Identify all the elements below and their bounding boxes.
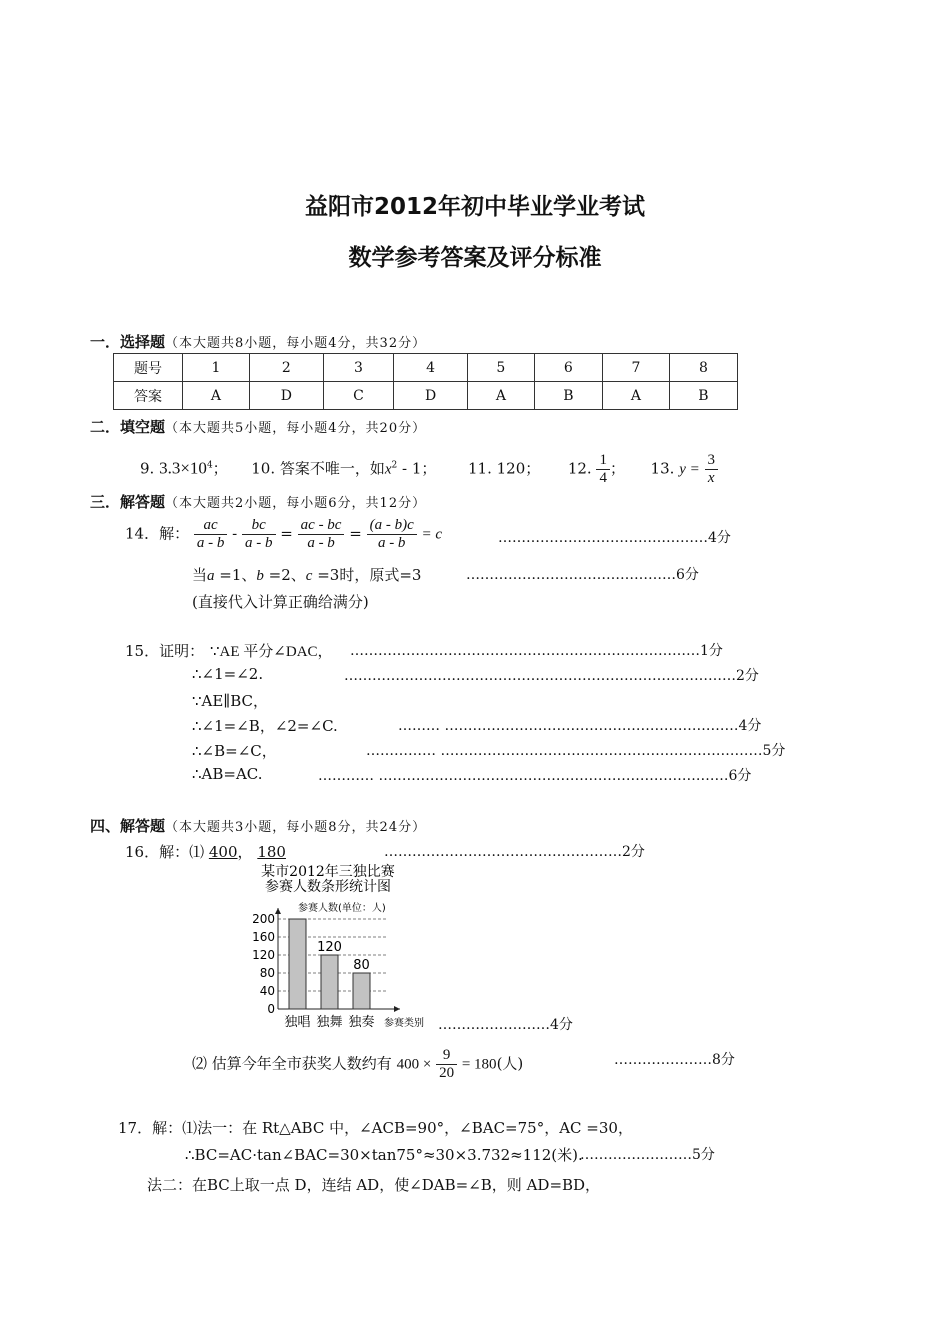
q16-score-2: ……………………4分 bbox=[438, 1017, 573, 1033]
q16-expr-pre: 400 × bbox=[396, 1056, 432, 1073]
q11-answer: 11. 120； bbox=[468, 459, 541, 478]
x-axis-arrow bbox=[394, 1006, 400, 1012]
q9-answer: 3.3×10 bbox=[159, 458, 207, 478]
q14-var-b: b bbox=[256, 568, 264, 584]
q14-f4-denominator: a - b bbox=[377, 535, 406, 551]
fill-answers bbox=[140, 452, 718, 487]
q15-line-4: ∴∠1=∠B，∠2=∠C. bbox=[192, 717, 338, 735]
y-tick-label: 40 bbox=[259, 984, 275, 998]
answer-table bbox=[113, 353, 738, 410]
q17-line-1: 17．解：⑴法一：在 Rt△ABC 中，∠ACB=90°，∠BAC=75°，AC =30， bbox=[118, 1119, 633, 1137]
section-1-label: 一．选择题 bbox=[90, 333, 166, 351]
q14-substitution bbox=[192, 564, 421, 585]
table-cell: 1 bbox=[183, 354, 250, 382]
x-category-label: 独唱 bbox=[284, 1015, 311, 1030]
q14-minus: - bbox=[232, 524, 238, 543]
q12-label: 12. bbox=[567, 459, 592, 478]
q16-answer-1: 400 bbox=[208, 843, 238, 861]
q9-exponent: 4 bbox=[206, 460, 213, 471]
q14-fraction-3 bbox=[298, 517, 345, 552]
table-cell: 5 bbox=[467, 354, 534, 382]
section-4-heading bbox=[90, 815, 426, 836]
q16-part-1 bbox=[125, 841, 286, 862]
q15-score-1: …………………………………………………………………1分 bbox=[350, 643, 723, 659]
bar-data-label: 120 bbox=[317, 940, 342, 955]
q14-equals: = bbox=[349, 524, 362, 543]
section-3-note: （本大题共2小题，每小题6分，共12分） bbox=[165, 496, 427, 511]
y-tick-label: 80 bbox=[259, 966, 275, 980]
q14-f2-denominator: a - b bbox=[245, 535, 273, 551]
q12-denominator: 4 bbox=[599, 470, 607, 486]
table-cell: A bbox=[467, 382, 534, 410]
y-tick-label: 0 bbox=[267, 1002, 275, 1016]
q17-line-3: 法二：在BC上取一点 D，连结 AD，使∠DAB=∠B，则 AD=BD， bbox=[147, 1176, 601, 1194]
q15-score-4: ……… ………………………………………………………4分 bbox=[398, 718, 762, 734]
q16-score-1: ……………………………………………2分 bbox=[384, 844, 645, 860]
table-cell: 7 bbox=[602, 354, 669, 382]
q14-val-a: =1、 bbox=[214, 566, 257, 584]
q14-fraction-2 bbox=[242, 517, 276, 552]
q9-label: 9. bbox=[140, 459, 155, 478]
y-tick-label: 120 bbox=[252, 948, 275, 962]
q16-score-3: …………………8分 bbox=[614, 1052, 735, 1068]
page-title: 益阳市2012年初中毕业学业考试 bbox=[304, 194, 645, 220]
q13-prefix: y = bbox=[679, 461, 700, 478]
table-cell: A bbox=[183, 382, 250, 410]
table-cell: A bbox=[602, 382, 669, 410]
chart-xlabel: 参赛类别 bbox=[384, 1018, 424, 1029]
section-1-heading bbox=[90, 331, 426, 352]
q16-label: 16．解：⑴ bbox=[125, 843, 205, 861]
section-4-note: （本大题共3小题，每小题8分，共24分） bbox=[165, 820, 427, 835]
q14-f3-denominator: a - b bbox=[307, 535, 335, 551]
q10-label: 10. 答案不唯一，如 bbox=[251, 459, 385, 478]
section-2-heading bbox=[90, 416, 426, 437]
q13-denominator: x bbox=[707, 470, 715, 486]
section-4-label: 四、解答题 bbox=[90, 817, 166, 835]
table-head-answer: 答案 bbox=[114, 382, 183, 410]
section-2-note: （本大题共5小题，每小题4分，共20分） bbox=[165, 421, 427, 436]
bar-chart bbox=[238, 862, 438, 1034]
chart-title: 某市2012年三独比赛 bbox=[261, 864, 395, 880]
q14-var-a: a bbox=[207, 568, 215, 584]
q10-tail: - 1； bbox=[397, 459, 437, 478]
q15-line-1: ∵AE 平分∠DAC， bbox=[210, 644, 333, 660]
q14-note: (直接代入计算正确给满分) bbox=[192, 593, 369, 611]
section-1-note: （本大题共8小题，每小题4分，共32分） bbox=[165, 336, 427, 351]
q16-part-2 bbox=[192, 1047, 523, 1082]
table-cell: 3 bbox=[323, 354, 394, 382]
q12-end: ； bbox=[609, 459, 625, 478]
bar-独奏 bbox=[353, 973, 370, 1009]
q14-f1-numerator: ac bbox=[194, 517, 228, 535]
q17-score-1: ……………………5分 bbox=[580, 1147, 715, 1163]
q14-score-2: ………………………………………6分 bbox=[466, 567, 699, 583]
q15-line-3: ∵AE∥BC， bbox=[192, 692, 269, 710]
q14-fraction-4 bbox=[367, 517, 417, 552]
q14-tail: = c bbox=[421, 526, 443, 543]
q10-answer: x bbox=[384, 461, 392, 478]
table-row-numbers bbox=[114, 354, 738, 382]
bar-data-label: 80 bbox=[353, 958, 370, 973]
q14-val-b: =2、 bbox=[263, 566, 306, 584]
q16-answer-2: 180 bbox=[257, 843, 286, 861]
section-2-label: 二．填空题 bbox=[90, 418, 166, 436]
q12-numerator: 1 bbox=[596, 452, 610, 470]
q13-fraction bbox=[705, 452, 719, 487]
table-cell: 4 bbox=[394, 354, 468, 382]
page-subtitle: 数学参考答案及评分标准 bbox=[348, 245, 602, 271]
q15-score-2: …………………………………………………………………………2分 bbox=[344, 668, 759, 684]
q14-score-1: ………………………………………4分 bbox=[498, 530, 731, 546]
q15-label: 15．证明： bbox=[125, 642, 205, 660]
section-3-label: 三．解答题 bbox=[90, 493, 166, 511]
table-cell: D bbox=[394, 382, 468, 410]
q14-equation bbox=[125, 517, 442, 552]
q16-fraction bbox=[436, 1047, 457, 1082]
q10-exponent: 2 bbox=[391, 460, 398, 471]
chart-subtitle: 参赛人数条形统计图 bbox=[265, 879, 391, 895]
q16-expr-post: = 180 bbox=[461, 1056, 497, 1073]
table-cell: D bbox=[249, 382, 323, 410]
y-tick-label: 200 bbox=[252, 912, 275, 926]
table-cell: 6 bbox=[534, 354, 602, 382]
q14-result: 时，原式=3 bbox=[339, 566, 422, 584]
q9-end: ； bbox=[212, 459, 228, 478]
table-cell: 2 bbox=[249, 354, 323, 382]
q15-line-5: ∴∠B=∠C， bbox=[192, 742, 277, 760]
chart-ylabel: 参赛人数(单位：人) bbox=[298, 903, 386, 914]
q15-line-2: ∴∠1=∠2. bbox=[192, 665, 264, 683]
q14-label: 14．解： bbox=[125, 524, 190, 543]
table-cell: B bbox=[534, 382, 602, 410]
q12-fraction bbox=[596, 452, 610, 487]
q16-numerator: 9 bbox=[436, 1047, 457, 1065]
q14-f1-denominator: a - b bbox=[196, 535, 225, 551]
q14-val-c: =3 bbox=[312, 566, 340, 584]
bar-独舞 bbox=[321, 955, 338, 1009]
q15-score-5: …………… ……………………………………………………………5分 bbox=[366, 743, 786, 759]
y-axis-arrow bbox=[275, 908, 281, 914]
table-cell: B bbox=[669, 382, 737, 410]
x-category-label: 独奏 bbox=[348, 1015, 375, 1030]
table-cell: C bbox=[323, 382, 394, 410]
q14-equals: = bbox=[280, 524, 293, 543]
q16-unit: (人) bbox=[496, 1054, 524, 1073]
q14-f2-numerator: bc bbox=[242, 517, 276, 535]
q16-denominator: 20 bbox=[439, 1065, 455, 1081]
q15-line-6: ∴AB=AC. bbox=[192, 765, 263, 783]
q16-part-2-text: ⑵ 估算今年全市获奖人数约有 bbox=[192, 1054, 392, 1073]
q17-line-2: ∴BC=AC·tan∠BAC=30×tan75°≈30×3.732≈112(米). bbox=[185, 1146, 583, 1164]
x-category-label: 独舞 bbox=[316, 1015, 343, 1030]
q14-var-c: c bbox=[305, 568, 313, 584]
q16-separator: ， bbox=[237, 843, 253, 861]
bar-独唱 bbox=[289, 919, 306, 1009]
table-head-number: 题号 bbox=[114, 354, 183, 382]
section-3-heading bbox=[90, 491, 426, 512]
q14-when: 当 bbox=[192, 566, 208, 584]
q14-f3-numerator: ac - bc bbox=[298, 517, 345, 535]
q15-score-6: ………… …………………………………………………………………6分 bbox=[318, 768, 752, 784]
y-tick-label: 160 bbox=[252, 930, 275, 944]
table-row-answers bbox=[114, 382, 738, 410]
q14-fraction-1 bbox=[194, 517, 228, 552]
q14-f4-numerator: (a - b)c bbox=[367, 517, 417, 535]
q13-numerator: 3 bbox=[705, 452, 719, 470]
q13-label: 13. bbox=[650, 459, 675, 478]
table-cell: 8 bbox=[669, 354, 737, 382]
